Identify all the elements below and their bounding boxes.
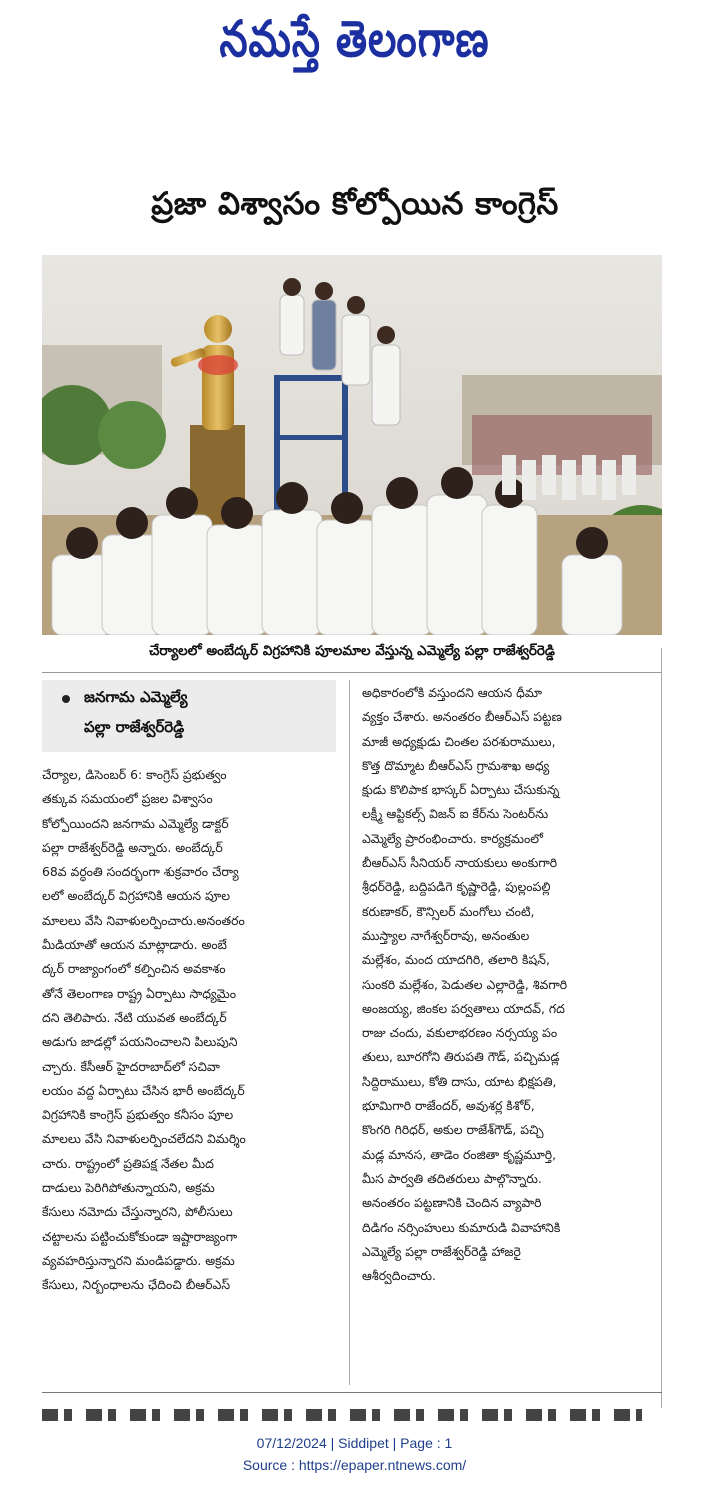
- article-line: తులు, బూరగోని తిరుపతి గౌడ్, పచ్చిమడ్ల: [362, 1049, 560, 1065]
- article-line: దని తెలిపారు. నేటి యువత అంబేద్కర్: [42, 1009, 227, 1025]
- article-line: అనంతరం పట్టణానికి చెందిన వ్యాపారి: [362, 1195, 542, 1211]
- subhead-line-2: [50, 714, 328, 744]
- article-line: చారు. రాష్ట్రంలో ప్రతిపక్ష నేతల మీద: [42, 1155, 214, 1171]
- article-line: భూమిగారి రాజేందర్, అవుశర్ల కిశోర్,: [362, 1098, 535, 1114]
- article-line: కొంగరి గిరిధర్, అకుల రాజేశ్‌గౌడ్, పచ్చి: [362, 1122, 544, 1138]
- page-footer: [0, 1432, 709, 1476]
- article-line: విగ్రహానికి కాంగ్రెస్ ప్రభుత్వం కనీసం పూల: [42, 1107, 234, 1123]
- article-line: సుంకరి మల్లేశం, పెడుతల ఎల్లారెడ్డి, శివగారి: [362, 976, 568, 992]
- subhead-text-2: పల్లా రాజేశ్వర్‌రెడ్డి: [84, 718, 185, 736]
- caption-divider: [42, 672, 662, 673]
- article-line: చేర్యాల, డిసెంబర్ 6: కాంగ్రెస్ ప్రభుత్వం: [42, 767, 227, 782]
- article-headline: ప్రజా విశ్వాసం కోల్పోయిన కాంగ్రెస్: [151, 185, 559, 222]
- footer-meta: 07/12/2024 | Siddipet | Page : 1: [256, 1435, 453, 1451]
- article-column-right: [362, 681, 658, 1288]
- article-line: దాడులు పెరిగిపోతున్నాయని, అక్రమ: [42, 1180, 215, 1196]
- article-line: తోనే తెలంగాణ రాష్ట్ర ఏర్పాటు సాధ్యమైం: [42, 985, 237, 1001]
- article-line: చ్చారు. కేసీఆర్ హైదరాబాద్‌లో సచివా: [42, 1058, 220, 1074]
- article-line: మీస పార్వతి తదితరులు పాల్గొన్నారు.: [362, 1170, 542, 1186]
- subhead-text-1: జనగామ ఎమ్మెల్యే: [84, 688, 188, 706]
- article-line: అధికారంలోకి వస్తుందని ఆయన ధీమా: [362, 685, 543, 700]
- article-line: కేసులు, నిర్బంధాలను ఛేదించి బీఆర్ఎస్: [42, 1277, 231, 1293]
- column-divider: [349, 680, 350, 1385]
- article-line: కేసులు నమోదు చేస్తున్నారని, పోలీసులు: [42, 1204, 233, 1220]
- article-photo: [42, 255, 662, 635]
- article-line: దిడిగం నర్సింహులు కుమారుడి వివాహానికి: [362, 1219, 561, 1235]
- article-line: కొత్త దొమ్మాట బీఆర్ఎస్ గ్రామశాఖ అధ్య: [362, 757, 550, 773]
- newspaper-masthead: [0, 0, 709, 90]
- article-line: కరుణాకర్, కౌన్సిలర్ మంగోలు చంటి,: [362, 903, 535, 919]
- article-line: శ్రీధర్‌రెడ్డి, బద్దిపడిగె కృష్ణారెడ్డి, పుల్లంపల్లి: [362, 879, 551, 895]
- article-line: తక్కువ సమయంలో ప్రజల విశ్వాసం: [42, 791, 213, 807]
- article-line: మల్లేశం, మంద యాదగిరి, తలారి కిషన్,: [362, 952, 550, 968]
- next-article-cutoff-strip: [42, 1409, 642, 1421]
- article-line: ఎమ్మెల్యే ప్రారంభించారు. కార్యక్రమంలో: [362, 830, 544, 846]
- article-line: సిద్దిరాములు, కోతి దాసు, యాట భిక్షపతి,: [362, 1073, 557, 1089]
- article-line: లలో అంబేద్కర్ విగ్రహానికి ఆయన పూల: [42, 888, 231, 904]
- article-line: మాలలు వేసి నివాళులర్పించలేదని విమర్శిం: [42, 1131, 246, 1147]
- article-line: వ్యవహరిస్తున్నారని మండిపడ్డారు. అక్రమ: [42, 1252, 235, 1268]
- photo-caption: చేర్యాలలో అంబేద్కర్ విగ్రహానికి పూలమాల వేస్తున్న ఎమ్మెల్యే పల్లా రాజేశ్వర్‌రెడ్డి: [149, 642, 555, 659]
- article-line: మాలలు వేసి నివాళులర్పించారు.అనంతరం: [42, 912, 245, 928]
- article-line: ఎమ్మెల్యే పల్లా రాజేశ్వర్‌రెడ్డి హాజరై: [362, 1243, 521, 1259]
- article-column-left: [42, 763, 342, 1298]
- article-line: లక్ష్మీ ఆప్టికల్స్ విజన్ ఐ కేర్‌ను సెంటర్‌ను: [362, 806, 549, 822]
- footer-source: Source : https://epaper.ntnews.com/: [242, 1457, 467, 1473]
- article-line: ముస్త్యాల నాగేశ్వర్‌రావు, అనంతుల: [362, 927, 530, 943]
- article-line: ఆశీర్వదించారు.: [362, 1268, 436, 1284]
- subhead-box: [42, 680, 336, 752]
- article-line: వ్యక్తం చేశారు. అనంతరం బీఆర్ఎస్ పట్టణ: [362, 709, 562, 725]
- article-line: క్షుడు కొలిపాక భాస్కర్ ఏర్పాటు చేసుకున్న: [362, 782, 560, 798]
- masthead-logo-text: నమస్తే తెలంగాణ: [219, 9, 490, 69]
- article-line: కోల్పోయిందని జనగామ ఎమ్మెల్యే డాక్టర్: [42, 815, 229, 831]
- article-line: ద్కర్ రాజ్యాంగంలో కల్పించిన అవకాశం: [42, 961, 226, 977]
- right-border-rule: [661, 648, 662, 1408]
- subhead-line-1: [50, 684, 328, 714]
- bullet-icon: [62, 695, 70, 703]
- article-line: మడ్ల మానస, తాడెం రంజితా కృష్ణమూర్తి,: [362, 1146, 557, 1162]
- article-line: పల్లా రాజేశ్వర్‌రెడ్డి అన్నారు. అంబేద్కర్: [42, 839, 223, 855]
- article-line: చట్టాలను పట్టించుకోకుండా ఇష్టారాజ్యంగా: [42, 1228, 238, 1244]
- article-line: మీడియాతో ఆయన మాట్లాడారు. అంబే: [42, 937, 227, 953]
- article-bottom-rule: [42, 1392, 662, 1393]
- article-line: బీఆర్ఎస్ సీనియర్ నాయకులు అంకుగారి: [362, 855, 558, 871]
- article-line: అంజయ్య, జింకల పర్వతాలు యాదవ్, గద: [362, 1000, 565, 1016]
- article-line: లయం వద్ద ఏర్పాటు చేసిన భారీ అంబేద్కర్: [42, 1082, 245, 1098]
- article-line: అడుగు జాడల్లో పయనించాలని పిలుపుని: [42, 1034, 238, 1050]
- article-line: రాజు చందు, వకులాభరణం నర్సయ్య పం: [362, 1025, 558, 1041]
- photo-illustration: [42, 255, 662, 635]
- article-line: మాజీ అధ్యక్షుడు చింతల పరశురాములు,: [362, 733, 556, 749]
- article-line: 68వ వర్ధంతి సందర్భంగా శుక్రవారం చేర్యా: [42, 864, 239, 880]
